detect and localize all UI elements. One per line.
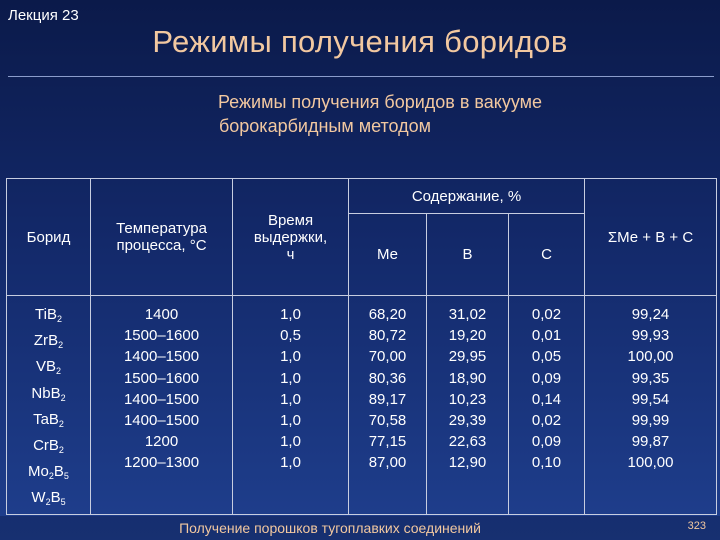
- header-temperature-line-2: процесса, °С: [116, 237, 207, 254]
- sum-cell: 99,35: [631, 369, 670, 387]
- header-time: [233, 179, 349, 296]
- header-time-line-3: ч: [286, 245, 295, 263]
- me-content-cell: 70,00: [368, 348, 407, 366]
- page-number: 323: [687, 520, 706, 532]
- sum-cell: 100,00: [627, 454, 674, 472]
- time-cell: 0,5: [280, 327, 301, 345]
- b-content-cell: 22,63: [448, 433, 487, 451]
- header-me: Ме: [349, 214, 427, 296]
- c-content-cell: 0,10: [531, 454, 562, 472]
- formula-boron-subscript: 2: [58, 445, 64, 456]
- formula-element: Mo: [28, 463, 49, 481]
- b-content-cell: 12,90: [448, 454, 487, 472]
- caption-line-1: Режимы получения боридов в вакууме: [217, 92, 543, 112]
- formula-element-subscript: 2: [48, 471, 54, 482]
- column-c: [509, 296, 585, 515]
- temperature-cell: 1200–1300: [123, 454, 200, 472]
- caption-line-2: борокарбидным методом: [218, 116, 432, 136]
- lecture-label: Лекция 23: [8, 7, 79, 24]
- formula-boron: B: [45, 358, 56, 376]
- formula-boron: B: [48, 332, 59, 350]
- c-content-cell: 0,05: [531, 348, 562, 366]
- header-temperature: [91, 179, 233, 296]
- formula-boron: B: [53, 463, 64, 481]
- column-sum: [585, 296, 717, 515]
- me-content-cell: 80,36: [368, 369, 407, 387]
- column-b: [427, 296, 509, 515]
- header-time-line-2: выдержки,: [253, 228, 328, 246]
- header-borid: Борид: [7, 179, 91, 296]
- formula-boron: B: [50, 384, 61, 402]
- table-caption: [0, 90, 720, 138]
- header-c: С: [509, 214, 585, 296]
- me-content-cell: 70,58: [368, 412, 407, 430]
- boride-formula: [7, 304, 90, 330]
- temperature-cell: 1200: [144, 433, 179, 451]
- c-content-cell: 0,14: [531, 390, 562, 408]
- time-cell: 1,0: [280, 369, 301, 387]
- slide-footer: Получение порошков тугоплавких соединений: [179, 520, 481, 536]
- temperature-cell: 1400–1500: [123, 348, 200, 366]
- formula-element: Nb: [31, 384, 51, 402]
- formula-boron-subscript: 2: [58, 418, 64, 429]
- boride-table: [6, 178, 717, 515]
- title-divider: [8, 76, 714, 77]
- c-content-cell: 0,01: [531, 327, 562, 345]
- formula-element: W: [31, 489, 46, 507]
- header-time-line-1: Время: [267, 211, 314, 229]
- sum-cell: 99,24: [631, 306, 670, 323]
- boride-formula: [7, 356, 90, 382]
- b-content-cell: 29,39: [448, 412, 487, 430]
- column-time: [233, 296, 349, 515]
- time-cell: 1,0: [280, 433, 301, 451]
- table-body-row: [7, 296, 717, 515]
- me-content-cell: 77,15: [368, 433, 407, 451]
- sum-cell: 99,99: [631, 412, 670, 430]
- boride-formula: [7, 487, 90, 513]
- formula-element: Cr: [33, 437, 49, 455]
- formula-boron-subscript: 2: [56, 314, 62, 324]
- me-content-cell: 80,72: [368, 327, 407, 345]
- time-cell: 1,0: [280, 348, 301, 366]
- boride-formula: [7, 409, 90, 435]
- formula-element: Ta: [33, 410, 49, 428]
- c-content-cell: 0,02: [531, 412, 562, 430]
- formula-boron-subscript: 5: [60, 497, 66, 508]
- formula-boron: B: [48, 437, 59, 455]
- sum-cell: 99,54: [631, 390, 670, 408]
- temperature-cell: 1500–1600: [123, 327, 200, 345]
- b-content-cell: 19,20: [448, 327, 487, 345]
- formula-boron: B: [48, 410, 59, 428]
- header-b: В: [427, 214, 509, 296]
- sum-cell: 99,93: [631, 327, 670, 345]
- boride-formula: [7, 383, 90, 409]
- column-me: [349, 296, 427, 515]
- temperature-cell: 1400–1500: [123, 412, 200, 430]
- time-cell: 1,0: [280, 412, 301, 430]
- me-content-cell: 68,20: [368, 306, 407, 323]
- boride-formula: [7, 330, 90, 356]
- me-content-cell: 87,00: [368, 454, 407, 472]
- column-borid: [7, 296, 91, 515]
- header-sum: ΣМе + В + С: [585, 179, 717, 296]
- c-content-cell: 0,09: [531, 433, 562, 451]
- c-content-cell: 0,09: [531, 369, 562, 387]
- formula-boron-subscript: 2: [60, 392, 66, 403]
- me-content-cell: 89,17: [368, 390, 407, 408]
- sum-cell: 99,87: [631, 433, 670, 451]
- b-content-cell: 29,95: [448, 348, 487, 366]
- formula-boron: B: [46, 306, 57, 323]
- time-cell: 1,0: [280, 306, 301, 323]
- b-content-cell: 31,02: [448, 306, 487, 323]
- temperature-cell: 1500–1600: [123, 369, 200, 387]
- header-temperature-line-1: Температура: [116, 220, 207, 237]
- formula-element: V: [35, 358, 46, 376]
- time-cell: 1,0: [280, 454, 301, 472]
- sum-cell: 100,00: [627, 348, 674, 366]
- temperature-cell: 1400: [144, 306, 179, 323]
- formula-element: Ti: [35, 306, 47, 323]
- b-content-cell: 18,90: [448, 369, 487, 387]
- formula-boron-subscript: 5: [63, 471, 69, 482]
- temperature-cell: 1400–1500: [123, 390, 200, 408]
- time-cell: 1,0: [280, 390, 301, 408]
- c-content-cell: 0,02: [531, 306, 562, 323]
- column-temperature: [91, 296, 233, 515]
- formula-element: Zr: [33, 332, 49, 350]
- boride-formula: [7, 435, 90, 461]
- boride-formula: [7, 461, 90, 487]
- formula-boron-subscript: 2: [56, 366, 62, 377]
- formula-boron-subscript: 2: [58, 340, 64, 351]
- formula-element-subscript: 2: [45, 497, 51, 508]
- slide-title: Режимы получения боридов: [152, 24, 568, 59]
- header-content: Содержание, %: [349, 179, 585, 214]
- b-content-cell: 10,23: [448, 390, 487, 408]
- formula-boron: B: [50, 489, 61, 507]
